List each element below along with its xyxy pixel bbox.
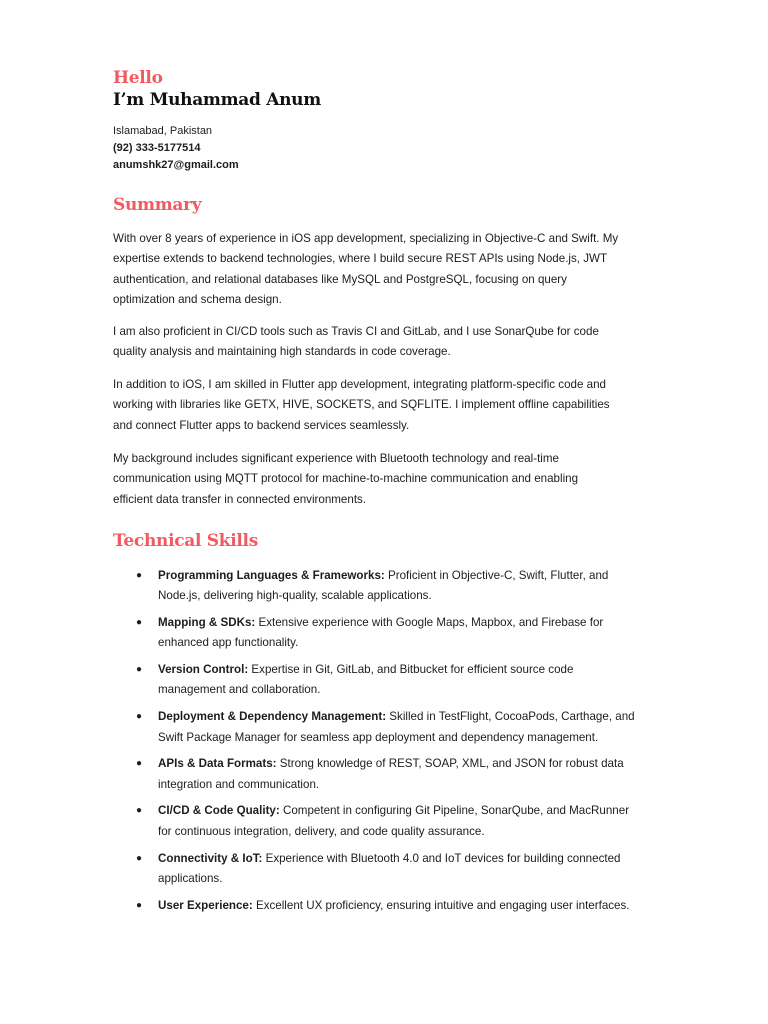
paragraph-line: My background includes significant experience with Bluetooth technology and real-time — [113, 452, 559, 465]
summary-paragraph — [113, 375, 673, 436]
skill-title: Mapping & SDKs: — [158, 616, 256, 630]
skill-line: APIs & Data Formats: Strong knowledge of REST, SOAP, XML, and JSON for robust data — [158, 757, 624, 771]
skill-line: Deployment & Dependency Management: Skilled in TestFlight, CocoaPods, Carthage, and — [158, 710, 635, 724]
paragraph-line: authentication, and relational databases like MySQL and PostgreSQL, focusing on query — [113, 272, 567, 286]
skill-title: Version Control: — [158, 663, 249, 677]
skill-item — [113, 566, 673, 607]
skill-title: Deployment & Dependency Management: — [158, 710, 387, 724]
paragraph-line: expertise extends to backend technologies, where I build secure REST APIs using Node.js, JWT — [113, 252, 608, 266]
skill-item — [113, 613, 673, 654]
summary-heading: Summary — [113, 195, 202, 215]
skill-item — [113, 801, 673, 842]
skill-line: Mapping & SDKs: Extensive experience with Google Maps, Mapbox, and Firebase for — [158, 616, 604, 630]
paragraph-line: In addition to iOS, I am skilled in Flutter app development, integrating platform-specific code and — [113, 378, 606, 391]
bullet-icon: ● — [136, 711, 143, 723]
skill-item — [113, 896, 673, 916]
candidate-name: I’m Muhammad Anum — [113, 90, 321, 110]
skills-list — [113, 566, 673, 922]
summary-paragraph — [113, 449, 673, 510]
skill-item — [113, 660, 673, 701]
skill-line: Connectivity & IoT: Experience with Bluetooth 4.0 and IoT devices for building connected — [158, 851, 621, 865]
skill-line: Swift Package Manager for seamless app deployment and dependency management. — [158, 730, 599, 744]
paragraph-line: quality analysis and maintaining high standards in code coverage. — [113, 345, 451, 359]
paragraph-line: optimization and schema design. — [113, 292, 282, 306]
skill-line: Version Control: Expertise in Git, GitLab, and Bitbucket for efficient source code — [158, 663, 574, 677]
skill-item — [113, 754, 673, 795]
skill-title: Connectivity & IoT: — [158, 851, 263, 865]
bullet-icon: ● — [136, 805, 143, 817]
paragraph-line: I am also proficient in CI/CD tools such as Travis CI and GitLab, and I use SonarQube for code — [113, 325, 599, 338]
skill-title: CI/CD & Code Quality: — [158, 804, 280, 818]
paragraph-line: With over 8 years of experience in iOS app development, specializing in Objective-C and Swift. My — [113, 232, 619, 245]
contact-info — [113, 123, 239, 174]
bullet-icon: ● — [136, 899, 143, 911]
bullet-icon: ● — [136, 852, 143, 864]
skill-line: CI/CD & Code Quality: Competent in configuring Git Pipeline, SonarQube, and MacRunner — [158, 804, 630, 818]
skill-item — [113, 849, 673, 890]
location: Islamabad, Pakistan — [113, 125, 213, 137]
skill-line: applications. — [158, 871, 223, 885]
paragraph-line: communication using MQTT protocol for machine-to-machine communication and enabling — [113, 472, 579, 486]
summary-paragraph — [113, 322, 673, 363]
phone: (92) 333-5177514 — [113, 142, 201, 154]
skill-line: Programming Languages & Frameworks: Proficient in Objective-C, Swift, Flutter, and — [158, 569, 609, 582]
bullet-icon: ● — [136, 617, 143, 629]
bullet-icon: ● — [136, 570, 143, 581]
skill-line: management and collaboration. — [158, 683, 321, 697]
skill-title: APIs & Data Formats: — [158, 757, 277, 771]
paragraph-line: working with libraries like GETX, HIVE, SOCKETS, and SQFLITE. I implement offline capabilities — [113, 398, 610, 412]
paragraph-line: and connect Flutter apps to backend services seamlessly. — [113, 418, 410, 432]
skill-line: enhanced app functionality. — [158, 636, 299, 650]
paragraph-line: efficient data transfer in connected environments. — [113, 492, 367, 506]
skill-title: Programming Languages & Frameworks: — [158, 569, 385, 582]
skill-line: integration and communication. — [158, 777, 320, 791]
bullet-icon: ● — [136, 664, 143, 676]
skill-line: for continuous integration, delivery, and code quality assurance. — [158, 824, 485, 838]
summary-paragraph — [113, 229, 673, 310]
bullet-icon: ● — [136, 758, 143, 770]
skill-line: User Experience: Excellent UX proficiency, ensuring intuitive and engaging user interfaces. — [158, 898, 630, 912]
skills-heading: Technical Skills — [113, 531, 258, 551]
email: anumshk27@gmail.com — [113, 159, 239, 171]
skill-line: Node.js, delivering high-quality, scalable applications. — [158, 589, 432, 603]
skill-item — [113, 707, 673, 748]
skill-title: User Experience: — [158, 898, 253, 912]
greeting-heading: Hello — [113, 68, 163, 88]
